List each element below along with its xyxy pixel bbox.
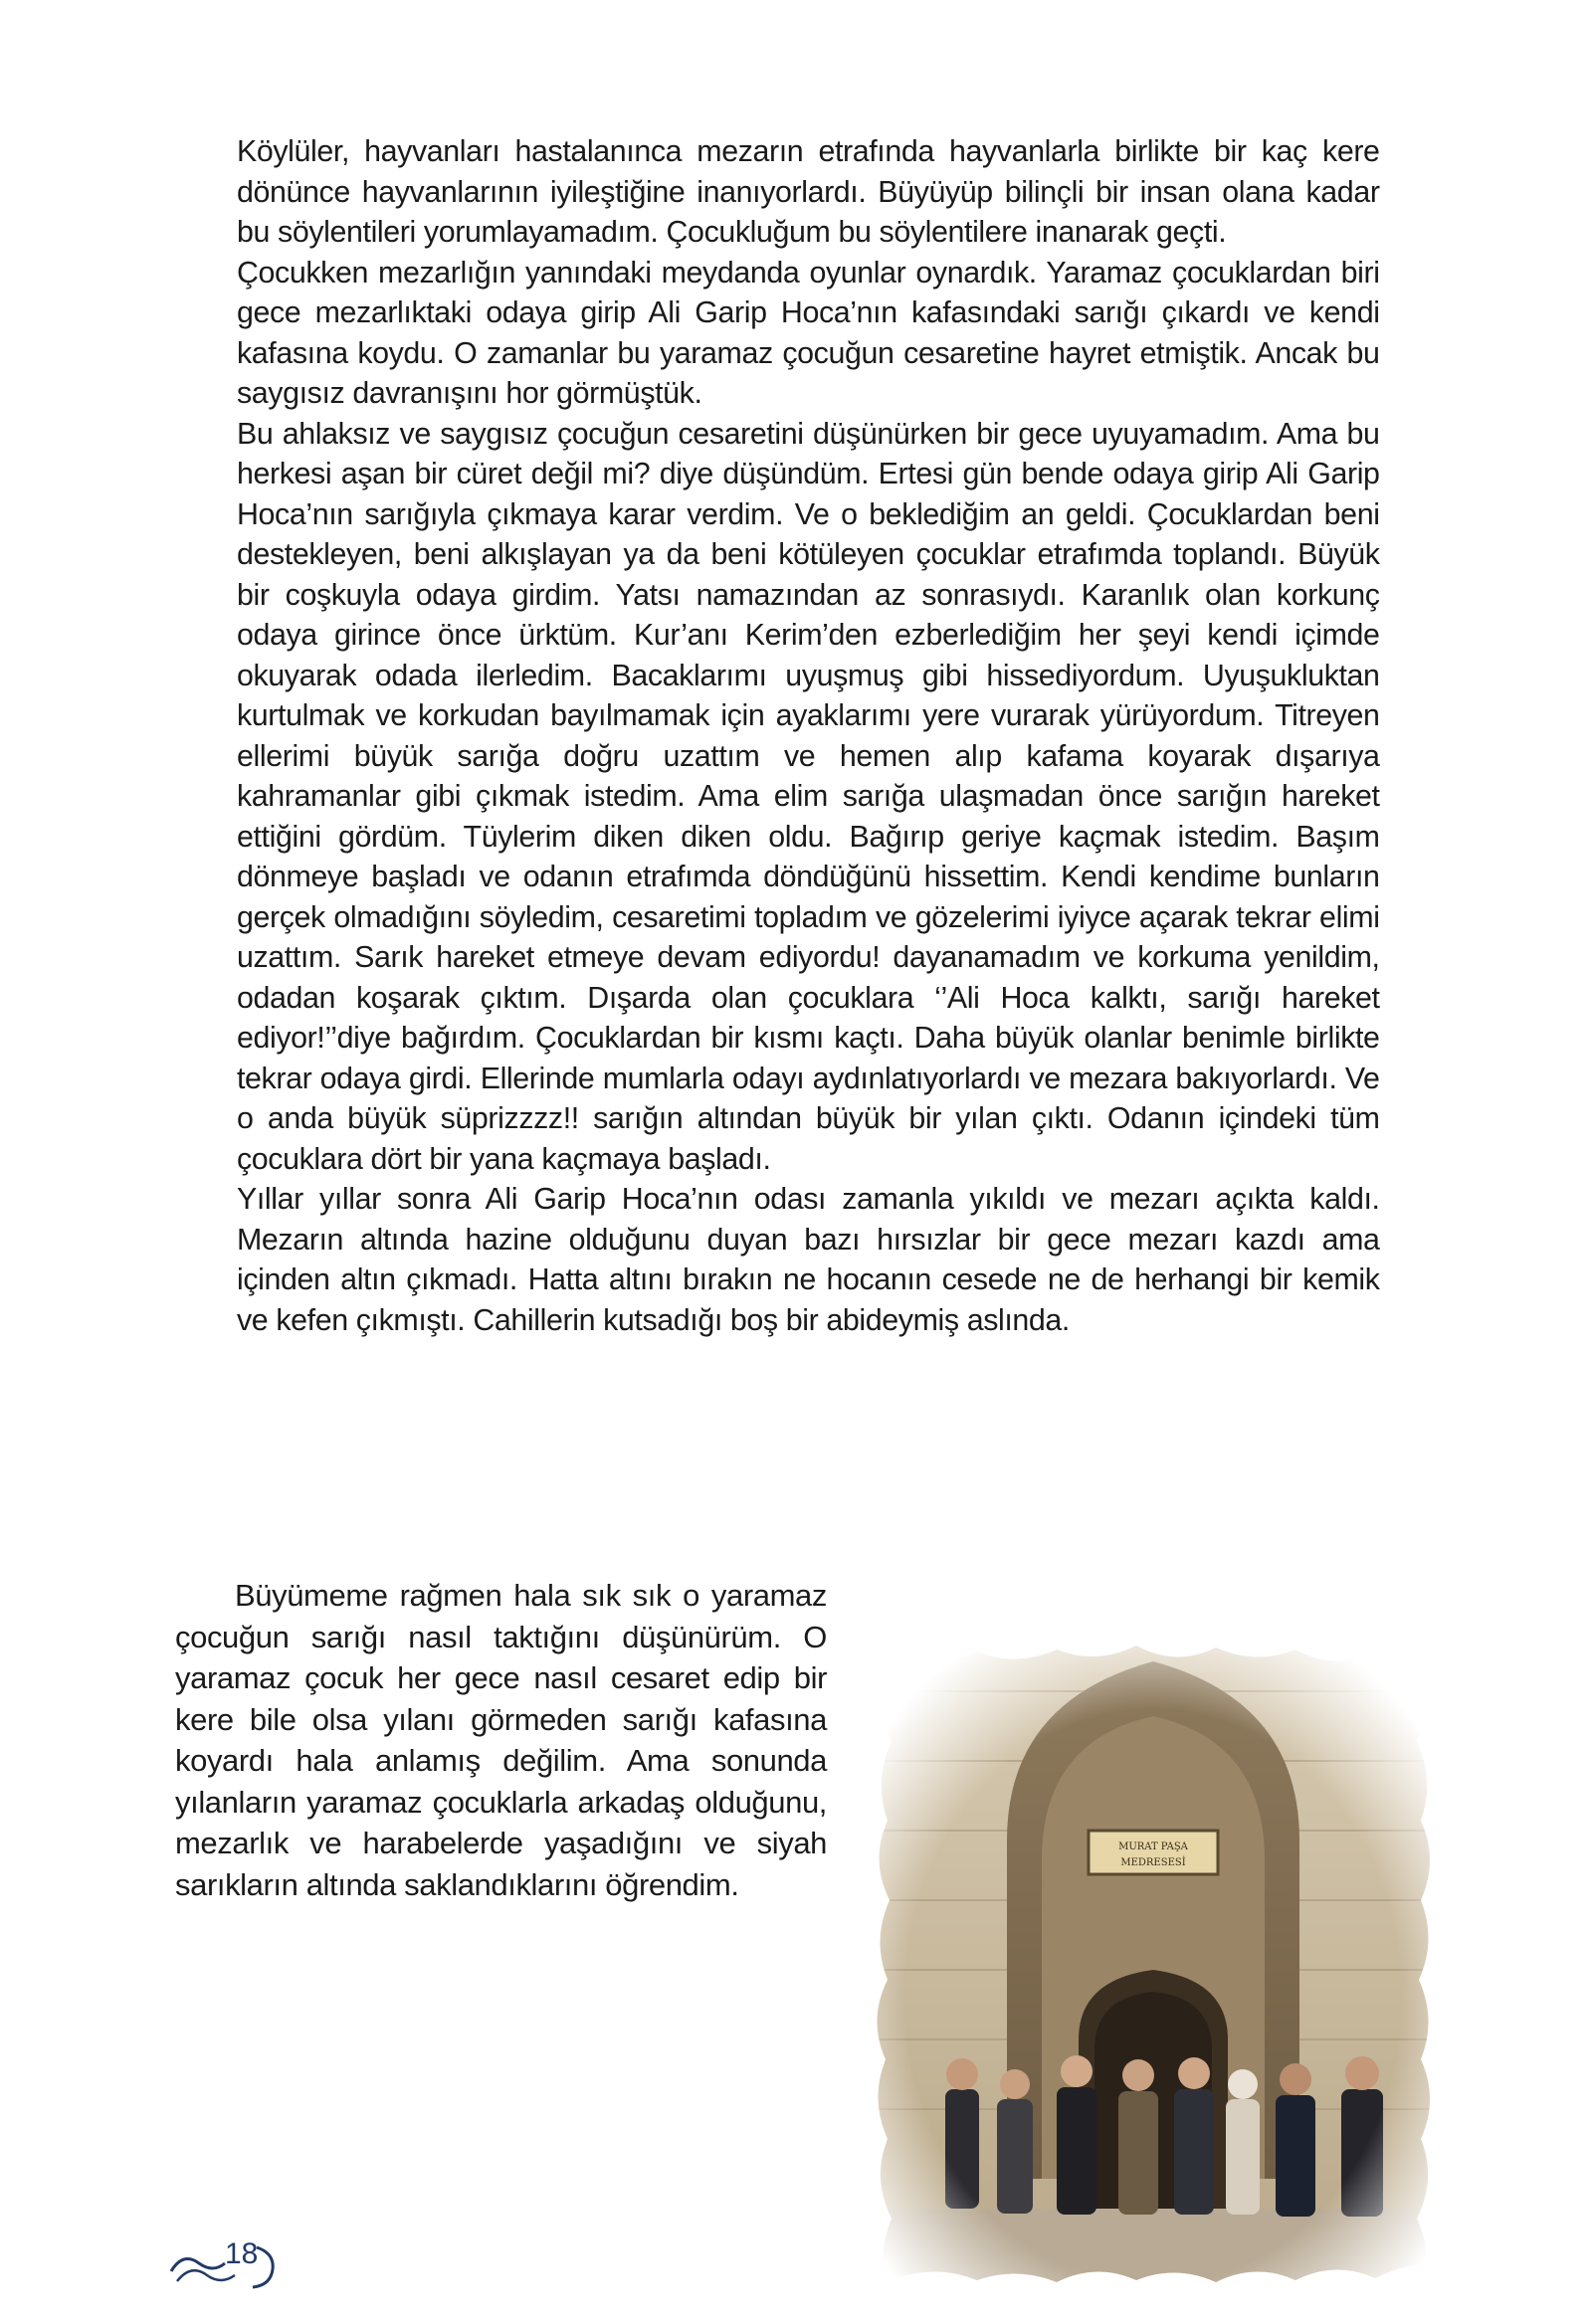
paragraph-1: Köylüler, hayvanları hastalanınca mezarın etrafında hayvanlarla birlikte bir kaç kere dönünce hayvanlarının iyileştiğine inanıyorlardı. Büyüyüp bilinçli bir insan olana kadar bu söylentileri yorumlayamadım. Çocukluğum bu söylentilere inanarak geçti.	[237, 133, 1380, 249]
paragraph-3: Bu ahlaksız ve saygısız çocuğun cesaretini düşünürken bir gece uyuyamadım. Ama bu herkesi aşan bir cüret değil mi? diye düşündüm. Ertesi gün bende odaya girip Ali Garip Hoca’nın sarığıyla çıkmaya karar verdim. Ve o beklediğim an geldi. Çocuklardan beni destekleyen, beni alkışlayan ya da beni kötüleyen çocuklar etrafımda toplandı. Büyük bir coşkuyla odaya girdim. Yatsı namazından az sonrasıydı. Karanlık olan korkunç odaya girince önce ürktüm. Kur’anı Kerim’den ezberlediğim her şeyi kendi içimde okuyarak odada ilerledim. Bacaklarımı uyuşmuş gibi hissediyordum. Uyuşukluktan kurtulmak ve korkudan bayılmamak için ayaklarımı yere vurarak yürüyordum. Titreyen ellerimi büyük sarığa doğru uzattım ve hemen alıp kafama koyarak dışarıya kahramanlar gibi çıkmak istedim. Ama elim sarığa ulaşmadan önce sarığın hareket ettiğini gördüm. Tüylerim diken diken oldu. Bağırıp geriye kaçmak istedim. Başım dönmeye başladı ve odanın etrafımda döndüğünü hissettim. Kendi kendime bunların gerçek olmadığını söyledim, cesaretimi topladım ve gözelerimi iyiyce açarak tekrar elimi uzattım. Sarık hareket etmeye devam ediyordu! dayanamadım ve korkuma yenildim, odadan koşarak çıktım. Dışarda olan çocuklara ‘’Ali Hoca kalktı, sarığı hareket ediyor!’’diye bağırdım. Çocuklardan bir kısmı kaçtı. Daha büyük olanlar benimle birlikte tekrar odaya girdi. Ellerinde mumlarla odayı aydınlatıyorlardı ve mezara bakıyorlardı. Ve o anda büyük süprizzzz!! sarığın altından büyük bir yılan çıktı. Odanın içindeki tüm çocuklara dört bir yana kaçmaya başladı.	[237, 415, 1380, 1176]
photo-illustration	[858, 1622, 1449, 2304]
paragraph-4: Yıllar yıllar sonra Ali Garip Hoca’nın odası zamanla yıkıldı ve mezarı açıkta kaldı. Mezarın altında hazine olduğunu duyan bazı hırsızlar bir gece mezarı kazdı ama içinden altın çıkmadı. Hatta altını bırakın ne hocanın cesede ne de herhangi bir kemik ve kefen çıkmıştı. Cahillerin kutsadığı boş bir abideymiş aslında.	[237, 1181, 1380, 1337]
page-number-ornament	[169, 2233, 289, 2303]
medrese-photo	[858, 1622, 1449, 2304]
main-text-column	[237, 131, 1380, 1340]
page-number: 18	[225, 2237, 259, 2270]
paragraph-2: Çocukken mezarlığın yanındaki meydanda oyunlar oynardık. Yaramaz çocuklardan biri gece mezarlıktaki odaya girip Ali Garip Hoca’nın kafasındaki sarığı çıkardı ve kendi kafasına koydu. O zamanlar bu yaramaz çocuğun cesaretine hayret etmiştik. Ancak bu saygısız davranışını hor görmüştük.	[237, 254, 1380, 410]
paragraph-5: Büyümeme rağmen hala sık sık o yaramaz çocuğun sarığı nasıl taktığını düşünürüm. O yaramaz çocuk her gece nasıl cesaret edip bir kere bile olsa yılanı görmeden sarığı kafasına koyardı hala anlamış değilim. Ama sonunda yılanların yaramaz çocuklarla arkadaş olduğunu, mezarlık ve harabelerde yaşadığını ve siyah sarıkların altında saklandıklarını öğrendim.	[175, 1578, 827, 1902]
last-paragraph-block	[175, 1575, 827, 1905]
